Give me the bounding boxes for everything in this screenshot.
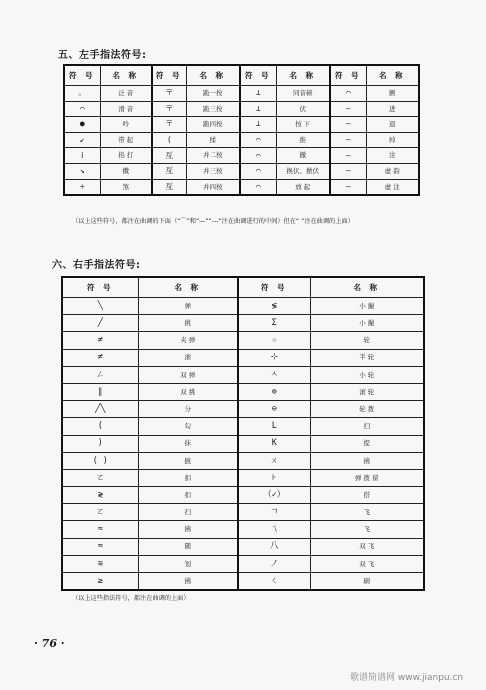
table-row — [62, 555, 424, 572]
col-header: 名 称 — [366, 65, 419, 86]
table-row — [62, 435, 424, 452]
symbol-cell: ノ — [238, 555, 310, 572]
symbol-cell: 八 — [238, 538, 310, 555]
name-cell: 摭 — [138, 452, 238, 469]
name-cell: 弹 — [138, 298, 238, 315]
symbol-cell: ↙ — [64, 132, 100, 148]
symbol-cell: ● — [64, 117, 100, 133]
col-header: 符 号 — [238, 277, 310, 298]
symbol-cell: ≋ — [62, 555, 138, 572]
name-cell: 虚 韵 — [366, 163, 419, 179]
col-header: 符 号 — [152, 65, 186, 86]
name-cell: 放 起 — [276, 179, 330, 195]
symbol-cell: ╱╲ — [62, 401, 138, 418]
symbol-cell: ≶ — [238, 298, 310, 315]
symbol-cell: ⊖ — [238, 401, 310, 418]
table-row — [64, 179, 419, 195]
name-cell: 绰 — [366, 132, 419, 148]
name-cell: 跪四按 — [186, 117, 240, 133]
table-row — [62, 469, 424, 486]
symbol-cell: ⊚ — [238, 383, 310, 400]
name-cell: 小 撮 — [310, 315, 424, 332]
name-cell: 跪三按 — [186, 101, 240, 117]
symbol-cell: ≈ — [62, 521, 138, 538]
name-cell: 划 — [138, 555, 238, 572]
watermark: 歌谱简谱网 www.jianpu.cn — [350, 673, 464, 683]
symbol-cell: ≷ — [62, 487, 138, 504]
left-hand-header-row — [64, 65, 419, 86]
symbol-cell: ⌒ — [330, 86, 366, 102]
table-row — [62, 418, 424, 435]
name-cell: 滚 轮 — [310, 383, 424, 400]
left-hand-table — [63, 64, 420, 196]
name-cell: 双 挑 — [138, 383, 238, 400]
symbol-cell: ≥ — [62, 573, 138, 591]
symbol-cell: ⅰ — [64, 148, 100, 164]
symbol-cell: 〒 — [152, 101, 186, 117]
name-cell: 注 — [366, 148, 419, 164]
name-cell: 扫 — [310, 418, 424, 435]
symbol-cell: 〒 — [152, 86, 186, 102]
name-cell: 并三按 — [186, 163, 240, 179]
symbol-cell: — — [330, 117, 366, 133]
symbol-cell: 亙 — [152, 179, 186, 195]
symbol-cell: ㄑ — [238, 573, 310, 591]
name-cell: 带 起 — [100, 132, 152, 148]
symbol-cell: ☆ — [238, 332, 310, 349]
name-cell: 夹 弹 — [138, 332, 238, 349]
name-cell: 跪一按 — [186, 86, 240, 102]
symbol-cell: 〒 — [152, 117, 186, 133]
name-cell: 轮 — [310, 332, 424, 349]
name-cell: 并二按 — [186, 148, 240, 164]
name-cell: 扣 — [138, 469, 238, 486]
table-row — [62, 315, 424, 332]
symbol-cell: 。 — [64, 86, 100, 102]
table-row — [62, 366, 424, 383]
symbol-cell: — — [330, 132, 366, 148]
table-row — [64, 132, 419, 148]
name-cell: 飞 — [310, 504, 424, 521]
table-row — [62, 521, 424, 538]
symbol-cell: ≠ — [62, 349, 138, 366]
symbol-cell: （✓） — [238, 487, 310, 504]
table-row — [62, 538, 424, 555]
col-header: 符 号 — [64, 65, 100, 86]
symbol-cell: K — [238, 435, 310, 452]
name-cell: 虚 注 — [366, 179, 419, 195]
table-row — [62, 573, 424, 591]
table-row — [62, 298, 424, 315]
right-hand-header-row — [62, 277, 424, 298]
name-cell: 颤 — [366, 86, 419, 102]
symbol-cell: ≈ — [62, 538, 138, 555]
name-cell: 拂 — [310, 452, 424, 469]
symbol-cell: ㄟ — [238, 521, 310, 538]
symbol-cell: ⌒ — [240, 163, 276, 179]
table-row — [62, 401, 424, 418]
name-cell: 双 弹 — [138, 366, 238, 383]
page-number: · 76 · — [34, 637, 65, 650]
name-cell: 拂 — [138, 521, 238, 538]
table-row — [64, 163, 419, 179]
name-cell: 小 撮 — [310, 298, 424, 315]
symbol-cell: ╱ — [62, 315, 138, 332]
symbol-cell: ( — [62, 418, 138, 435]
symbol-cell: ㄛ — [62, 504, 138, 521]
symbol-cell: ( ) — [62, 452, 138, 469]
table-row — [62, 349, 424, 366]
section6-note: （以上这些指法符号，都注在曲调的上面） — [72, 595, 190, 602]
name-cell: 退 — [366, 117, 419, 133]
table-row — [62, 504, 424, 521]
table-row — [64, 117, 419, 133]
symbol-cell: 亙 — [152, 148, 186, 164]
name-cell: 随 — [138, 538, 238, 555]
section5-title: 五、左手指法符号: — [58, 50, 147, 61]
name-cell: 同音顿 — [276, 86, 330, 102]
section5-note: （以上这些符号，都注在曲调的下面（“⌒”和“—”“---”注在曲调进行的中间）但在“ ”注在曲调的上面） — [72, 218, 354, 225]
symbol-cell: ⊥ — [240, 101, 276, 117]
symbol-cell: ㄛ — [62, 469, 138, 486]
symbol-cell: — — [330, 148, 366, 164]
name-cell: 扫 — [138, 504, 238, 521]
name-cell: 小 轮 — [310, 366, 424, 383]
name-cell: 并四按 — [186, 179, 240, 195]
name-cell: 提 — [310, 435, 424, 452]
symbol-cell: ㄱ — [238, 504, 310, 521]
table-row — [64, 86, 419, 102]
symbol-cell: 亙 — [152, 163, 186, 179]
symbol-cell: ≠ — [62, 332, 138, 349]
name-cell: 飞 — [310, 521, 424, 538]
symbol-cell: Σ — [238, 315, 310, 332]
name-cell: 揉 — [186, 132, 240, 148]
name-cell: 轮 拨 — [310, 401, 424, 418]
name-cell: 挑 — [138, 315, 238, 332]
symbol-cell: ( — [152, 132, 186, 148]
name-cell: 吟 — [100, 117, 152, 133]
name-cell: 滚 — [138, 349, 238, 366]
symbol-cell: ⌒ — [240, 148, 276, 164]
name-cell: 按 下 — [276, 117, 330, 133]
table-row — [62, 487, 424, 504]
table-row — [62, 383, 424, 400]
name-cell: 煞 — [100, 179, 152, 195]
col-header: 符 号 — [330, 65, 366, 86]
symbol-cell: — — [330, 163, 366, 179]
symbol-cell: ㅅ — [238, 366, 310, 383]
name-cell: 弹 拨 留 — [310, 469, 424, 486]
table-row — [64, 101, 419, 117]
symbol-cell: ㄥ — [62, 366, 138, 383]
symbol-cell: ⌒ — [240, 179, 276, 195]
right-hand-table — [61, 276, 425, 591]
name-cell: 撤 — [276, 148, 330, 164]
symbol-cell: ↘ — [64, 163, 100, 179]
symbol-cell: ⊥ — [240, 86, 276, 102]
name-cell: 搭 — [310, 487, 424, 504]
col-header: 符 号 — [62, 277, 138, 298]
symbol-cell: — — [330, 179, 366, 195]
name-cell: 推 — [276, 132, 330, 148]
name-cell: 双 飞 — [310, 538, 424, 555]
symbol-cell: ⊥ — [240, 117, 276, 133]
symbol-cell: ∥ — [62, 383, 138, 400]
name-cell: 掐 打 — [100, 148, 152, 164]
name-cell: 扣 — [138, 487, 238, 504]
col-header: 符 号 — [240, 65, 276, 86]
symbol-cell: ) — [62, 435, 138, 452]
col-header: 名 称 — [186, 65, 240, 86]
col-header: 名 称 — [138, 277, 238, 298]
symbol-cell: ⊦ — [238, 469, 310, 486]
table-row — [64, 148, 419, 164]
name-cell: 分 — [138, 401, 238, 418]
symbol-cell: L — [238, 418, 310, 435]
name-cell: 泛 音 — [100, 86, 152, 102]
name-cell: 换伏、掀伏 — [276, 163, 330, 179]
col-header: 名 称 — [276, 65, 330, 86]
name-cell: 刷 — [310, 573, 424, 591]
name-cell: 滑 音 — [100, 101, 152, 117]
name-cell: 擞 — [100, 163, 152, 179]
symbol-cell: ⊹ — [238, 349, 310, 366]
symbol-cell: ㄨ — [238, 452, 310, 469]
symbol-cell: ⌒ — [240, 132, 276, 148]
name-cell: 双 飞 — [310, 555, 424, 572]
name-cell: 抹 — [138, 435, 238, 452]
col-header: 名 称 — [310, 277, 424, 298]
col-header: 名 称 — [100, 65, 152, 86]
name-cell: 进 — [366, 101, 419, 117]
section6-title: 六、右手指法符号: — [52, 260, 141, 271]
name-cell: 勾 — [138, 418, 238, 435]
table-row — [62, 332, 424, 349]
symbol-cell: ╲ — [62, 298, 138, 315]
symbol-cell: — — [330, 101, 366, 117]
table-row — [62, 452, 424, 469]
name-cell: 半 轮 — [310, 349, 424, 366]
name-cell: 拂 — [138, 573, 238, 591]
name-cell: 伏 — [276, 101, 330, 117]
symbol-cell: ⌒ — [64, 101, 100, 117]
symbol-cell: ÷ — [64, 179, 100, 195]
